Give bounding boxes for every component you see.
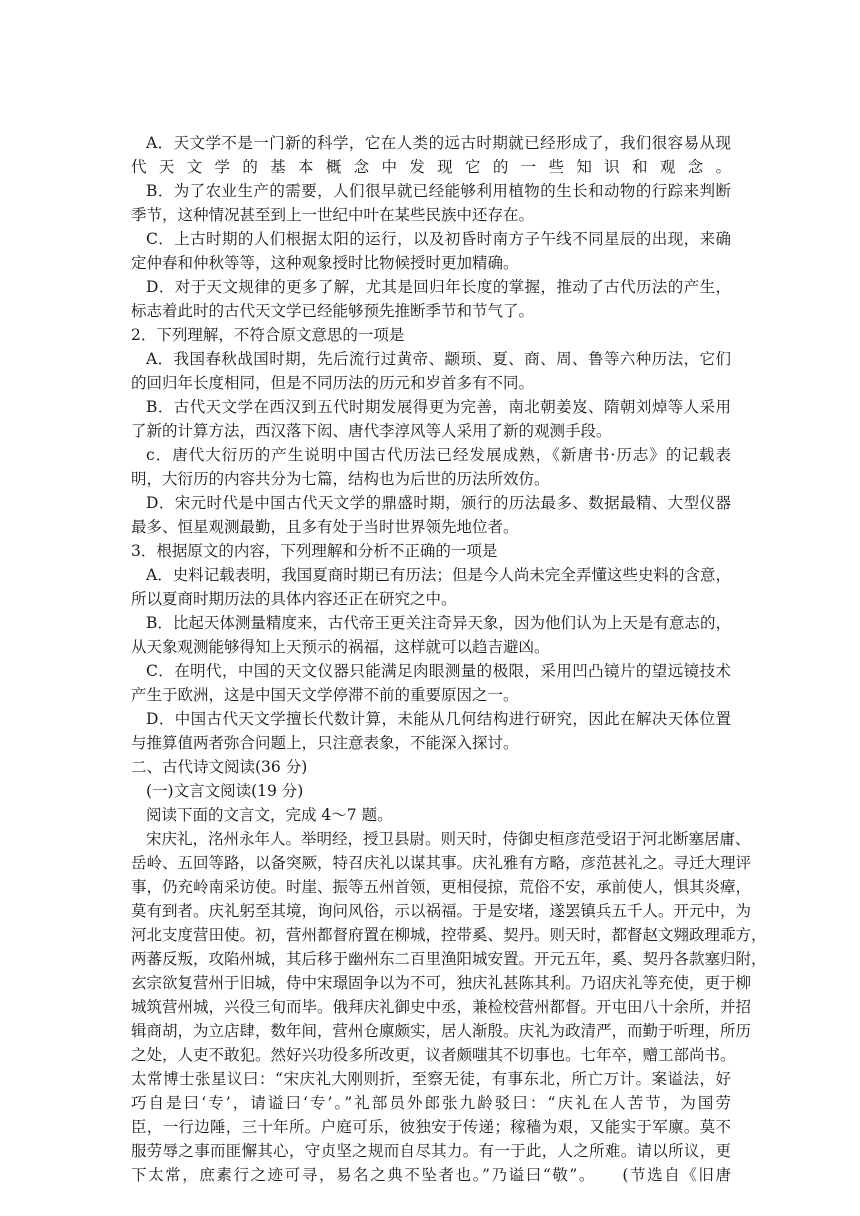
option-d-line-2: 标志着此时的古代天文学已经能够预先推断季节和节气了。 [131,302,535,320]
question-2: 2．下列理解，不符合原文意思的一项是 [131,326,405,344]
q2-option-b-line-1: B．古代天文学在西汉到五代时期发展得更为完善，南北朝姜岌、隋朝刘焯等人采用 [146,398,731,416]
option-c-line-1: C．上古时期的人们根据太阳的运行，以及初昏时南方子午线不同星辰的出现，来确 [146,230,731,248]
passage-line: 事，仍充岭南采访使。时崖、振等五州首领，更相侵掠，荒俗不安，承前使人，惧其炎瘴， [131,878,752,896]
passage-line: 服劳辱之事而匪懈其心，守贞坚之规而自尽其力。有一于此，人之所难。请以所议，更 [131,1142,731,1160]
passage-line: 莫有到者。庆礼躬至其境，询问风俗，示以祸福。于是安堵，遂罢镇兵五千人。开元中，为 [131,902,752,920]
q2-option-b-line-2: 了新的计算方法，西汉落下闳、唐代李淳风等人采用了新的观测手段。 [131,422,612,440]
passage-line: 下太常，庶素行之迹可寻，易名之典不坠者也。”乃谥曰“敬”。 (节选自《旧唐 [131,1166,731,1184]
q2-option-d-line-2: 最多、恒星观测最勤，且多有处于当时世界领先地位者。 [131,518,519,536]
passage-line: 辑商胡，为立店肆，数年间，营州仓廪颇实，居人渐殷。庆礼为政清严，而勤于听理，所历 [131,1022,752,1040]
passage-line: 玄宗欲复营州于旧城，侍中宋璟固争以为不可，独庆礼甚陈其利。乃诏庆礼等充使，更于柳 [131,974,752,992]
subsection-heading: (一)文言文阅读(19 分) [146,782,304,800]
q3-option-d-line-2: 与推算值两者弥合问题上，只注意表象，不能深入探讨。 [131,734,519,752]
q3-option-d-line-1: D．中国古代天文学擅长代数计算，未能从几何结构进行研究，因此在解决天体位置 [146,710,731,728]
passage-line: 河北支度营田使。初，营州都督府置在柳城，控带奚、契丹。则天时，都督赵文翙政理乖方， [131,926,767,944]
q3-option-c-line-1: C．在明代，中国的天文仪器只能满足肉眼测量的极限，采用凹凸镜片的望远镜技术 [146,662,731,680]
q3-option-a-line-2: 所以夏商时期历法的具体内容还正在研究之中。 [131,590,457,608]
option-b-line-1: B．为了农业生产的需要，人们很早就已经能够利用植物的生长和动物的行踪来判断 [146,182,731,200]
passage-line: 之处，人吏不敢犯。然好兴功役多所改更，议者颇嗤其不切事也。七年卒，赠工部尚书。 [131,1046,736,1064]
option-b-line-2: 季节，这种情况甚至到上一世纪中叶在某些民族中还存在。 [131,206,535,224]
passage-line: 巧自是曰‘专’，请谥曰‘专’。”礼部员外郎张九龄驳曰：“庆礼在人苦节，为国劳 [131,1094,731,1112]
section-heading: 二、古代诗文阅读(36 分) [131,758,308,776]
passage-line: 太常博士张星议曰：“宋庆礼大刚则折，至察无徒，有事东北，所亡万计。案谥法，好 [131,1070,731,1088]
passage-line: 宋庆礼，洺州永年人。举明经，授卫县尉。则天时，侍御史桓彦范受诏于河北断塞居庸、 [146,830,751,848]
q3-option-b-line-2: 从天象观测能够得知上天预示的祸福，这样就可以趋吉避凶。 [131,638,550,656]
passage-line: 城筑营州城，兴役三旬而毕。俄拜庆礼御史中丞，兼检校营州都督。开屯田八十余所，并招 [131,998,752,1016]
q2-option-a-line-1: A．我国春秋战国时期，先后流行过黄帝、颛顼、夏、商、周、鲁等六种历法，它们 [146,350,731,368]
option-d-line-1: D．对于天文规律的更多了解，尤其是回归年长度的掌握，推动了古代历法的产生， [146,278,731,296]
q2-option-a-line-2: 的回归年长度相同，但是不同历法的历元和岁首多有不同。 [131,374,535,392]
option-c-line-2: 定仲春和仲秋等等，这种观象授时比物候授时更加精确。 [131,254,519,272]
option-a-line-1: A．天文学不是一门新的科学，它在人类的远古时期就已经形成了，我们很容易从现 [146,134,731,152]
option-a-line-2: 代天文学的基本概念中发现它的一些知识和观念。 [131,158,731,176]
q3-option-c-line-2: 产生于欧洲，这是中国天文学停滞不前的重要原因之一。 [131,686,519,704]
q2-option-c-line-2: 明，大衍历的内容共分为七篇，结构也为后世的历法所效仿。 [131,470,550,488]
passage-line: 臣，一行边陲，三十年所。户庭可乐，彼独安于传递；稼穑为艰，又能实于军廪。莫不 [131,1118,731,1136]
q3-option-a-line-1: A．史料记载表明，我国夏商时期已有历法；但是今人尚未完全弄懂这些史料的含意， [146,566,731,584]
q3-option-b-line-1: B．比起天体测量精度来，古代帝王更关注奇异天象，因为他们认为上天是有意志的， [146,614,731,632]
passage-line: 两蕃反叛，攻陷州城，其后移于幽州东二百里渔阳城安置。开元五年，奚、契丹各款塞归附， [131,950,767,968]
q2-option-d-line-1: D．宋元时代是中国古代天文学的鼎盛时期，颁行的历法最多、数据最精、大型仪器 [146,494,731,512]
q2-option-c-line-1: c．唐代大衍历的产生说明中国古代历法已经发展成熟，《新唐书·历志》的记载表 [146,446,731,464]
reading-instruction: 阅读下面的文言文，完成 4～7 题。 [146,806,393,824]
question-3: 3．根据原文的内容，下列理解和分析不正确的一项是 [131,542,498,560]
passage-line: 岳岭、五回等路，以备突厥，特召庆礼以谋其事。庆礼雅有方略，彦范甚礼之。寻迁大理评 [131,854,752,872]
